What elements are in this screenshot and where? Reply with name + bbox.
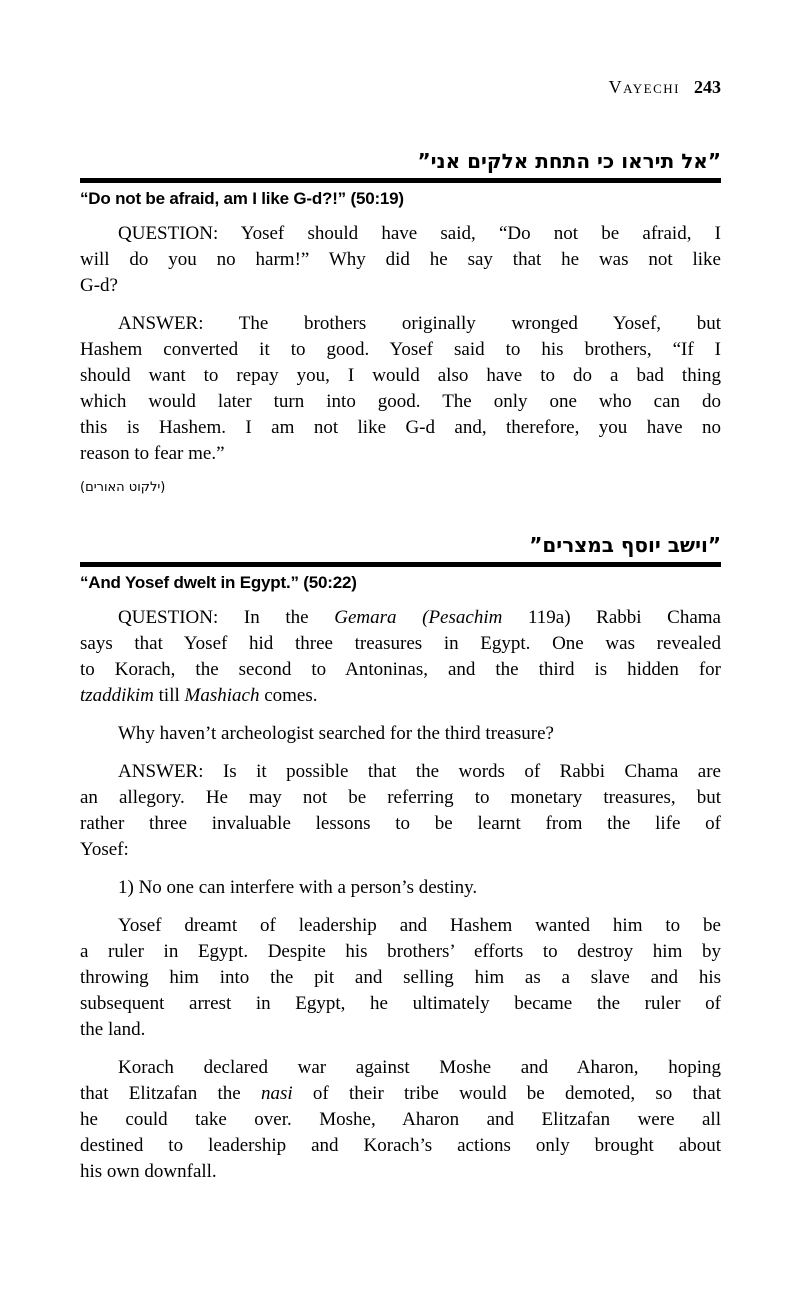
english-section-title: “Do not be afraid, am I like G-d?!” (50:19) [80, 189, 404, 208]
text-line: subsequent arrest in Egypt, he ultimately became the ruler of [80, 993, 721, 1014]
text-line: an allegory. He may not be referring to monetary treasures, but [80, 787, 721, 808]
hebrew-section-title: ”וישב יוסף במצרים” [529, 533, 721, 557]
paragraph [80, 721, 721, 747]
hebrew-section-title: ”אל תיראו כי התחת אלקים אני” [417, 149, 721, 173]
text-line: Korach declared war against Moshe and Aharon, hoping [118, 1057, 721, 1078]
text-line: tzaddikim till Mashiach comes. [80, 685, 318, 706]
running-head [80, 76, 721, 98]
text-line: says that Yosef hid three treasures in Egypt. One was revealed [80, 633, 721, 654]
text-line: QUESTION: Yosef should have said, “Do not be afraid, I [118, 223, 721, 244]
paragraph [80, 913, 721, 1043]
english-section-title: “And Yosef dwelt in Egypt.” (50:22) [80, 573, 357, 592]
text-line: he could take over. Moshe, Aharon and Elitzafan were all [80, 1109, 721, 1130]
text-line: ANSWER: The brothers originally wronged Yosef, but [118, 313, 721, 334]
section-divider-rule [80, 178, 721, 183]
text-line: Yosef: [80, 839, 129, 860]
text-line: destined to leadership and Korach’s actions only brought about [80, 1135, 721, 1156]
page-number: 243 [694, 77, 721, 97]
book-page [80, 76, 721, 1197]
paragraph [80, 759, 721, 863]
text-line: that Elitzafan the nasi of their tribe would be demoted, so that [80, 1083, 721, 1104]
text-line: to Korach, the second to Antoninas, and the third is hidden for [80, 659, 721, 680]
text-line: should want to repay you, I would also have to do a bad thing [80, 365, 721, 386]
text-line: rather three invaluable lessons to be learnt from the life of [80, 813, 721, 834]
paragraph [80, 1055, 721, 1185]
source-citation: (ילקוט האורים) [80, 480, 166, 495]
paragraph [80, 875, 721, 901]
text-line: reason to fear me.” [80, 443, 225, 464]
parsha-name: Vayechi [608, 77, 680, 97]
text-line: this is Hashem. I am not like G-d and, therefore, you have no [80, 417, 721, 438]
section-divider-rule [80, 562, 721, 567]
commentary-section [80, 148, 721, 496]
text-line: the land. [80, 1019, 146, 1040]
text-line: 1) No one can interfere with a person’s destiny. [118, 877, 478, 898]
text-line: Yosef dreamt of leadership and Hashem wanted him to be [118, 915, 721, 936]
text-line: a ruler in Egypt. Despite his brothers’ efforts to destroy him by [80, 941, 721, 962]
text-line: ANSWER: Is it possible that the words of Rabbi Chama are [118, 761, 721, 782]
sections-container [80, 148, 721, 1185]
paragraph [80, 221, 721, 299]
text-line: throwing him into the pit and selling him as a slave and his [80, 967, 721, 988]
text-line: will do you no harm!” Why did he say that he was not like [80, 249, 721, 270]
paragraph [80, 605, 721, 709]
text-line: Hashem converted it to good. Yosef said to his brothers, “If I [80, 339, 721, 360]
text-line: G-d? [80, 275, 118, 296]
commentary-section [80, 532, 721, 1185]
text-line: which would later turn into good. The only one who can do [80, 391, 721, 412]
paragraph [80, 311, 721, 467]
text-line: QUESTION: In the Gemara (Pesachim 119a) Rabbi Chama [118, 607, 721, 628]
text-line: his own downfall. [80, 1161, 217, 1182]
text-line: Why haven’t archeologist searched for the third treasure? [118, 723, 554, 744]
